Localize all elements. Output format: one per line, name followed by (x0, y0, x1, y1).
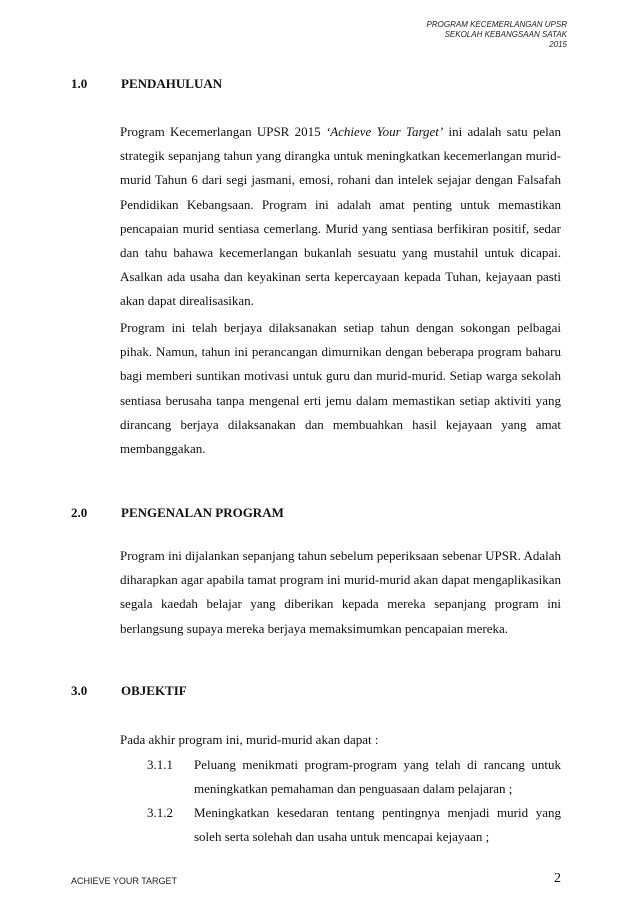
program-tagline: ‘Achieve Your Target’ (325, 124, 444, 139)
paragraph-program-history: Program ini telah berjaya dilaksanakan setiap tahun dengan sokongan pelbagai pihak. Namun, tahun ini perancangan dimurnikan dengan beberapa program baharu bagi memberi suntikan motivasi untuk guru dan murid-murid. Setiap warga sekolah sentiasa berusaha tanpa mengenal erti jemu dalam memastikan setiap aktiviti yang dirancang berjaya dilaksanakan dan membuahkan hasil kejayaan yang amat membanggakan. (120, 320, 561, 457)
objective-text: Meningkatkan kesedaran tentang pentingnya menjadi murid yang soleh serta solehah dan usaha untuk mencapai kejayaan ; (194, 805, 561, 844)
paragraph-program-overview: Program ini dijalankan sepanjang tahun sebelum peperiksaan sebenar UPSR. Adalah diharapkan agar apabila tamat program ini murid-murid akan dapat mengaplikasikan segala kaedah belajar yang diberikan kepada mereka sepanjang program ini berlangsung supaya mereka berjaya memaksimumkan pencapaian mereka. (120, 548, 561, 636)
objective-item (147, 753, 561, 801)
footer-title: ACHIEVE YOUR TARGET (71, 876, 178, 886)
section-title: OBJEKTIF (121, 683, 187, 698)
page-number: 2 (554, 871, 561, 886)
objective-item (147, 801, 561, 849)
paragraph-objectives-intro: Pada akhir program ini, murid-murid akan dapat : (120, 732, 379, 747)
section-heading-objektif (71, 683, 187, 699)
paragraph-text: Program Kecemerlangan UPSR 2015 (120, 124, 326, 139)
section-number: 2.0 (71, 505, 88, 520)
section-title: PENDAHULUAN (121, 76, 223, 91)
paragraph-text: ini adalah satu pelan strategik sepanjang tahun yang dirangka untuk meningkatkan kecemerlangan murid-murid Tahun 6 dari segi jasmani, emosi, rohani dan intelek sejajar dengan Falsafah Pendidikan Kebangsaan. Program ini adalah amat penting untuk memastikan pencapaian murid sentiasa cemerlang. Murid yang sentiasa berfikiran positif, sedar dan tahu bahawa kecemerlangan bukanlah sesuatu yang mustahil untuk dicapai. Asalkan ada usaha dan keyakinan serta kepercayaan kepada Tuhan, kejayaan pasti akan dapat direalisasikan. (120, 124, 561, 309)
header-year: 2015 (549, 40, 567, 49)
section-heading-pendahuluan (71, 76, 222, 92)
running-header (427, 20, 567, 50)
paragraph-introduction (120, 120, 561, 314)
header-program-name: PROGRAM KECEMERLANGAN UPSR (426, 20, 567, 29)
section-number: 3.0 (71, 683, 88, 698)
section-heading-pengenalan (71, 505, 284, 521)
objective-number: 3.1.2 (147, 805, 173, 820)
section-title: PENGENALAN PROGRAM (121, 505, 284, 520)
section-number: 1.0 (71, 76, 88, 91)
objective-number: 3.1.1 (147, 757, 173, 772)
objective-text: Peluang menikmati program-program yang telah di rancang untuk meningkatkan pemahaman dan penguasaan dalam pelajaran ; (194, 757, 561, 796)
header-school-name: SEKOLAH KEBANGSAAN SATAK (444, 30, 567, 39)
